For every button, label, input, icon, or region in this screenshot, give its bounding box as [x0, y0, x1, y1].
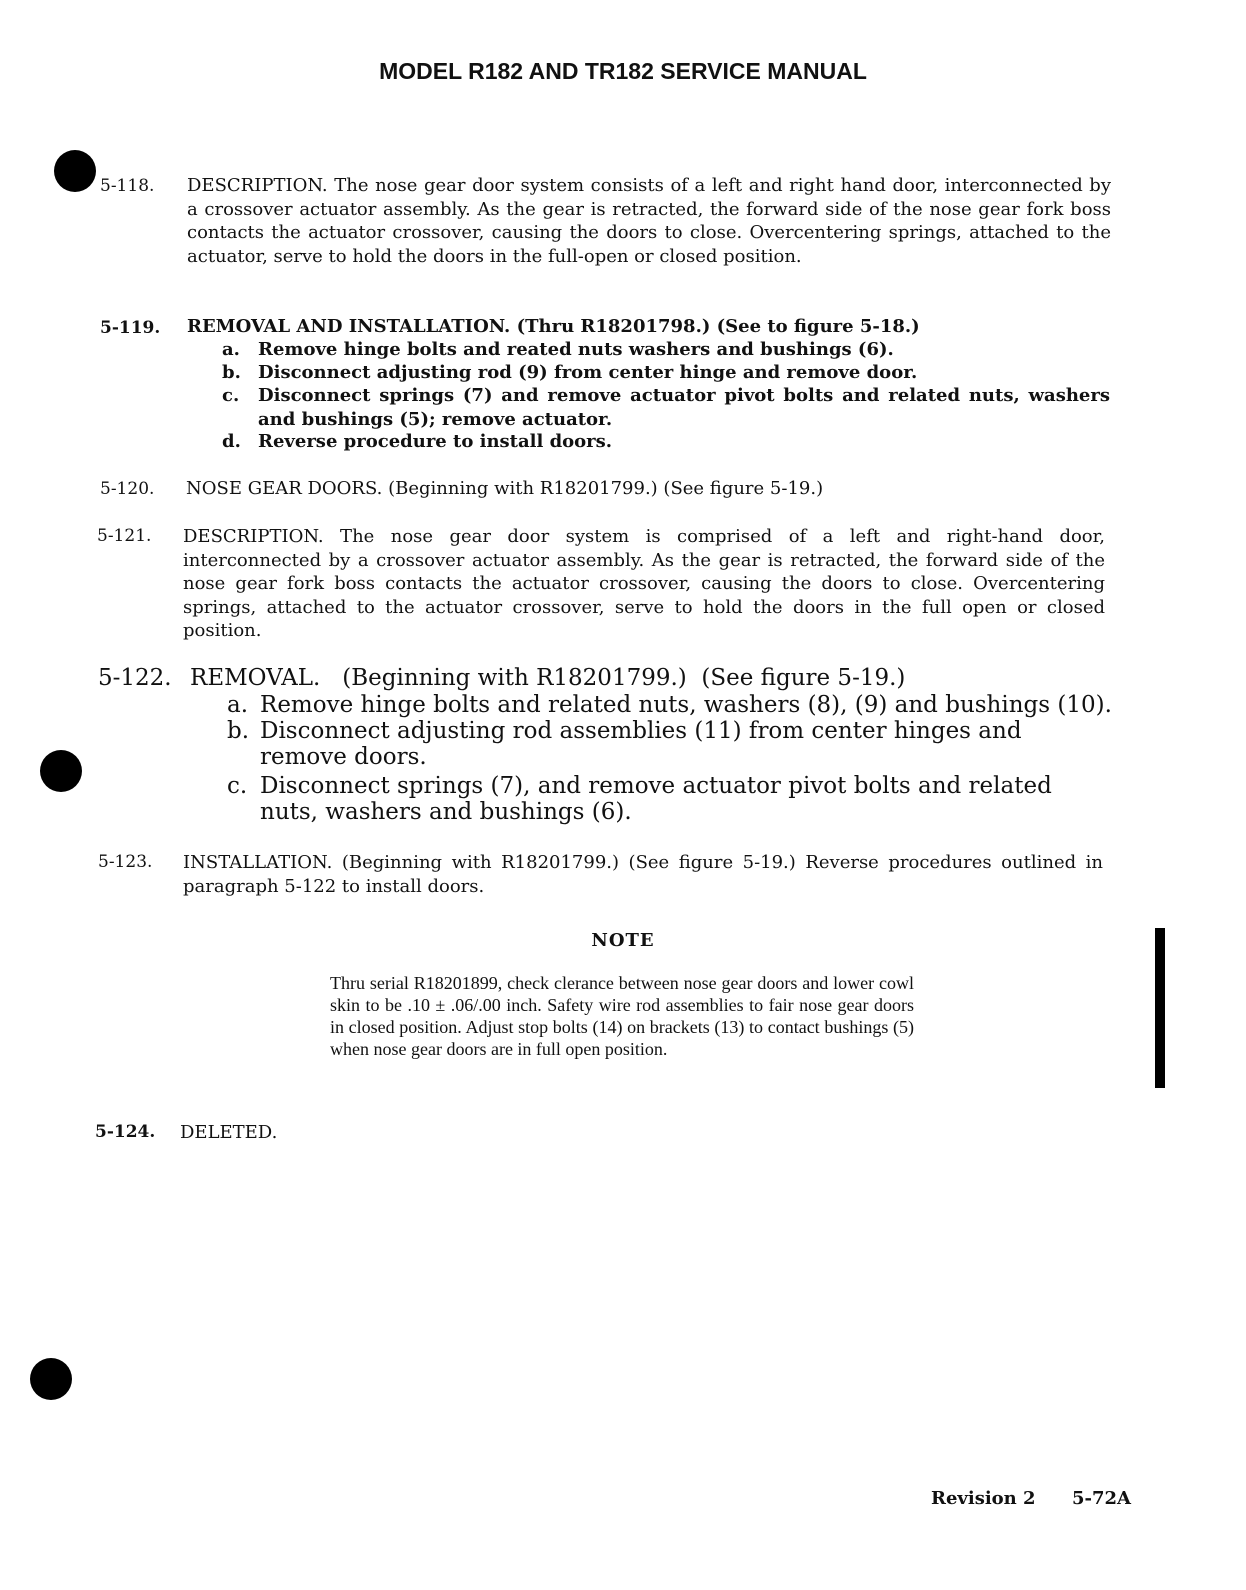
paragraph-5-124-text: DELETED.	[180, 1122, 278, 1143]
item-label: a.	[222, 339, 240, 360]
binder-hole	[30, 1358, 72, 1400]
paragraph-number: 5-120.	[100, 479, 155, 499]
paragraph-5-122-heading: REMOVAL. (Beginning with R18201799.) (See figure 5-19.)	[190, 665, 906, 691]
revision-change-bar	[1155, 928, 1165, 1088]
item-text: Disconnect adjusting rod assemblies (11) from center hinges and remove doors.	[260, 718, 1022, 770]
paragraph-5-118-text: DESCRIPTION. The nose gear door system consists of a left and right hand door, interconnected by a crossover actuator assembly. As the gear is retracted, the forward side of the nose gear fork boss contacts the actuator crossover, causing the doors to close. Overcentering springs, attached to the actuator, serve to hold the doors in the full-open or closed position.	[187, 175, 1111, 267]
paragraph-5-120-text: NOSE GEAR DOORS. (Beginning with R18201799.) (See figure 5-19.)	[186, 478, 824, 499]
paragraph-number: 5-118.	[100, 176, 155, 196]
list-item	[222, 430, 1112, 454]
item-text: Disconnect springs (7), and remove actuator pivot bolts and related nuts, washers and bushings (6).	[260, 773, 1052, 825]
item-text: Reverse procedure to install doors.	[258, 431, 613, 452]
item-label: c.	[222, 385, 240, 406]
page-number: 5-72A	[1072, 1488, 1132, 1509]
list-item	[227, 718, 1127, 770]
item-label: c.	[227, 773, 248, 799]
binder-hole	[54, 150, 96, 192]
list-item	[227, 773, 1127, 825]
list-item	[222, 361, 1112, 385]
paragraph-5-123-text: INSTALLATION. (Beginning with R18201799.) (See figure 5-19.) Reverse procedures outlined in paragraph 5-122 to install doors.	[183, 852, 1103, 897]
item-label: b.	[227, 718, 250, 744]
paragraph-number: 5-123.	[98, 852, 153, 872]
item-label: d.	[222, 431, 241, 452]
paragraph-5-121-text: DESCRIPTION. The nose gear door system is comprised of a left and right-hand door, interconnected by a crossover actuator assembly. As the gear is retracted, the forward side of the nose gear fork boss contacts the actuator crossover, causing the doors to close. Overcentering springs, attached to the actuator crossover, serve to hold the doors in the full open or closed position.	[183, 526, 1105, 641]
page-title: MODEL R182 AND TR182 SERVICE MANUAL	[379, 58, 867, 84]
list-item	[222, 384, 1112, 432]
paragraph-number: 5-124.	[95, 1122, 156, 1142]
item-label: a.	[227, 692, 249, 718]
paragraph-5-119-heading: REMOVAL AND INSTALLATION. (Thru R18201798.) (See to figure 5-18.)	[187, 316, 920, 337]
item-text: Disconnect springs (7) and remove actuator pivot bolts and related nuts, washers and bushings (5); remove actuator.	[258, 385, 1110, 430]
paragraph-number: 5-122.	[98, 665, 172, 691]
note-title: NOTE	[591, 930, 655, 951]
item-label: b.	[222, 362, 241, 383]
item-text: Remove hinge bolts and related nuts, washers (8), (9) and bushings (10).	[260, 692, 1112, 718]
item-text: Disconnect adjusting rod (9) from center hinge and remove door.	[258, 362, 918, 383]
item-text: Remove hinge bolts and reated nuts washers and bushings (6).	[258, 339, 894, 360]
binder-hole	[40, 750, 82, 792]
paragraph-number: 5-121.	[97, 526, 152, 546]
paragraph-number: 5-119.	[100, 318, 161, 338]
revision-label: Revision 2	[931, 1488, 1036, 1509]
list-item	[227, 692, 1147, 718]
note-text: Thru serial R18201899, check clerance between nose gear doors and lower cowl skin to be .10 ± .06/.00 inch. Safety wire rod assemblies to fair nose gear doors in closed position. Adjust stop bolts (14) on brackets (13) to contact bushings (5) when nose gear doors are in full open position.	[330, 973, 914, 1059]
list-item	[222, 338, 1112, 362]
